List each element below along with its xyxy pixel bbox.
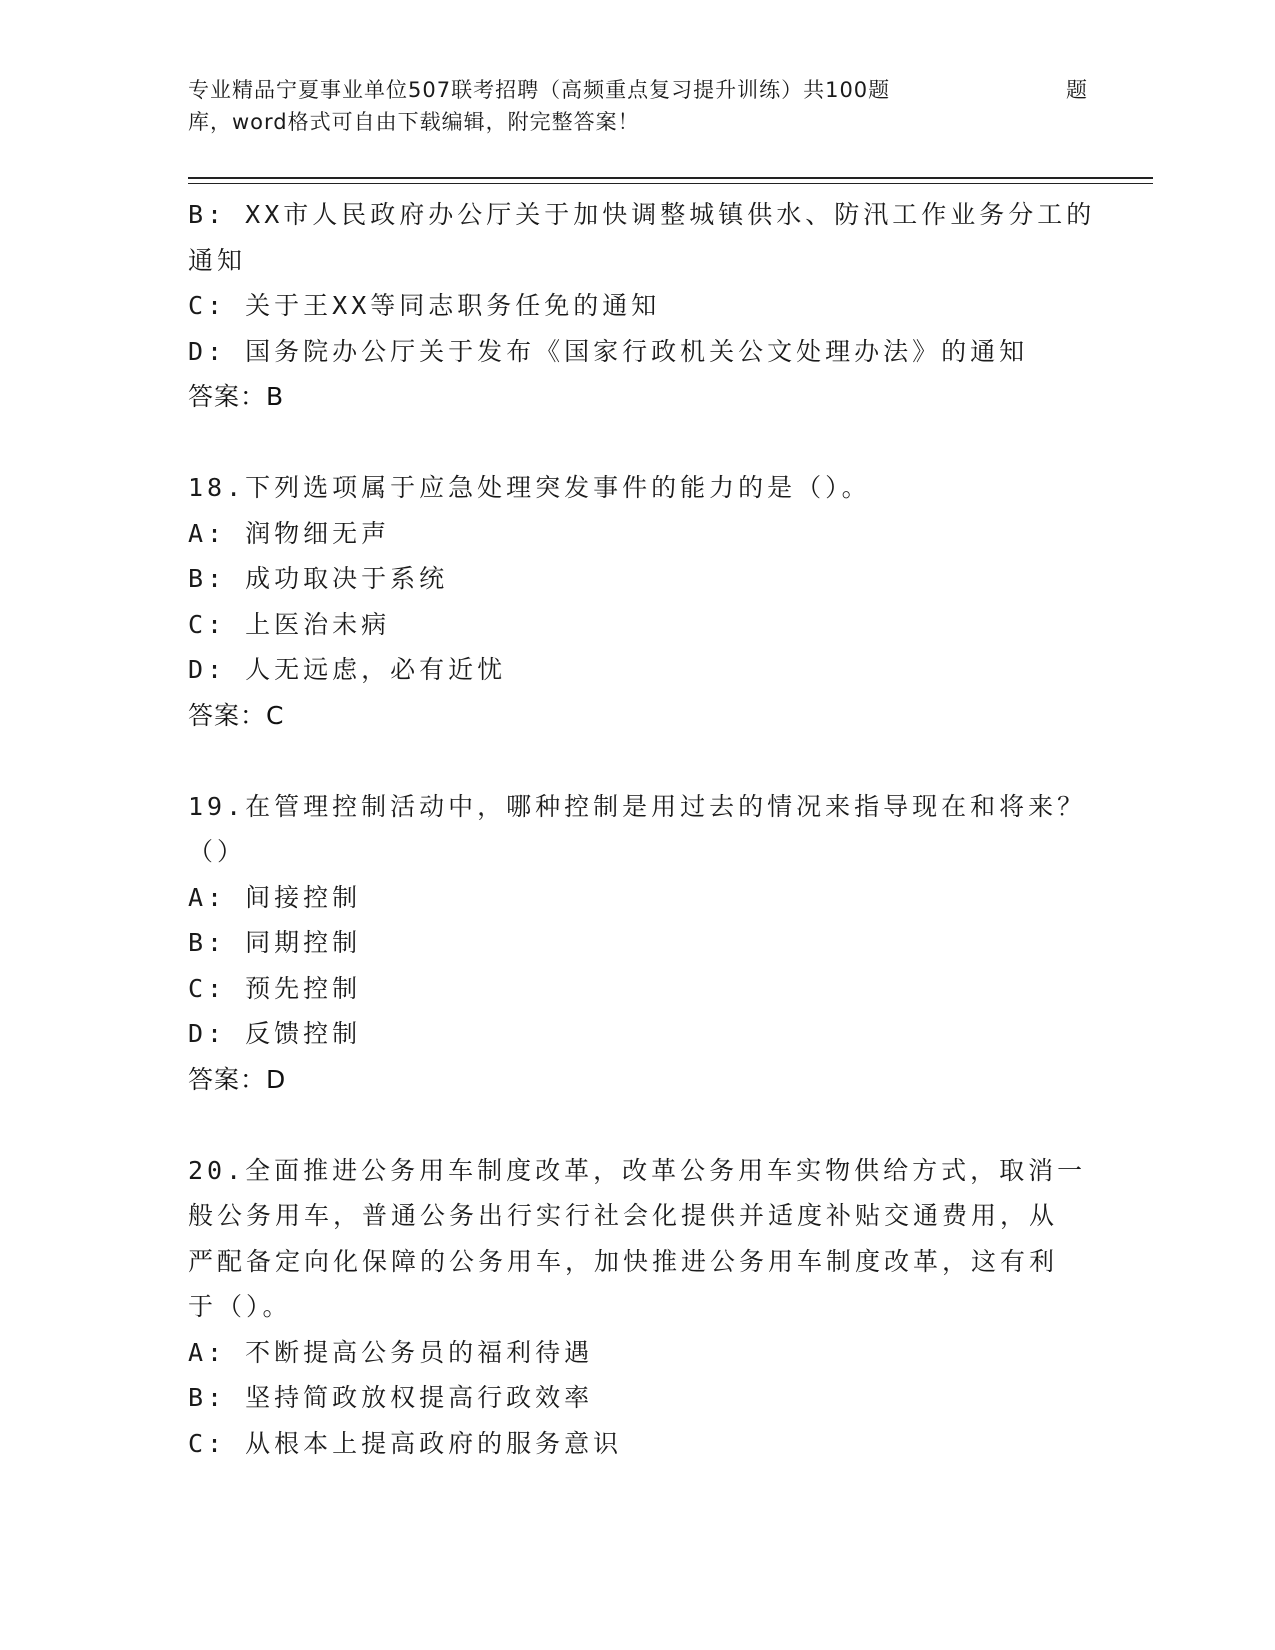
question-text-continued: 严配备定向化保障的公务用车，加快推进公务用车制度改革，这有利	[188, 1246, 1059, 1276]
header-title-end: 题	[1066, 78, 1088, 102]
question-text-continued: 于（）。	[188, 1292, 292, 1321]
option-b: B: 坚持简政放权提高行政效率	[188, 1383, 594, 1412]
option-c: C: 关于王XX等同志职务任免的通知	[188, 291, 661, 320]
header-divider-thick	[188, 177, 1153, 179]
answer: 答案：B	[188, 382, 285, 411]
option-b-continued: 通知	[188, 245, 247, 275]
option-a: A: 润物细无声	[188, 518, 391, 548]
question-text: 20.全面推进公务用车制度改革，改革公务用车实物供给方式，取消一	[188, 1155, 1087, 1185]
option-c: C: 从根本上提高政府的服务意识	[188, 1428, 623, 1458]
option-a: A: 不断提高公务员的福利待遇	[188, 1337, 594, 1367]
option-d: D: 国务院办公厅关于发布《国家行政机关公文处理办法》的通知	[188, 336, 1029, 366]
question-text: 19.在管理控制活动中，哪种控制是用过去的情况来指导现在和将来？	[188, 791, 1087, 821]
question-text: 18.下列选项属于应急处理突发事件的能力的是（）。	[188, 473, 871, 502]
option-c: C: 预先控制	[188, 973, 362, 1003]
header-line-2: 库，word格式可自由下载编辑，附完整答案！	[188, 110, 640, 134]
option-b: B: 成功取决于系统	[188, 564, 449, 593]
spacer	[188, 738, 1088, 784]
page-header	[188, 74, 1088, 138]
header-title: 专业精品宁夏事业单位507联考招聘（高频重点复习提升训练）共100题	[188, 78, 891, 102]
question-18	[188, 465, 1088, 738]
option-d: D: 反馈控制	[188, 1019, 362, 1048]
option-d: D: 人无远虑，必有近忧	[188, 655, 507, 684]
document-body	[188, 192, 1096, 1466]
header-line-1	[188, 74, 1088, 106]
option-b: B: 同期控制	[188, 928, 362, 957]
option-c: C: 上医治未病	[188, 609, 391, 639]
answer: 答案：D	[188, 1064, 287, 1094]
question-17-tail	[188, 192, 1096, 420]
spacer	[188, 420, 1088, 466]
option-b: B: XX市人民政府办公厅关于加快调整城镇供水、防汛工作业务分工的	[188, 200, 1096, 229]
option-a: A: 间接控制	[188, 882, 362, 912]
answer: 答案：C	[188, 700, 285, 730]
spacer	[188, 1102, 1088, 1148]
question-text-continued: 般公务用车，普通公务出行实行社会化提供并适度补贴交通费用，从	[188, 1201, 1059, 1230]
question-20	[188, 1148, 1088, 1467]
header-divider-thin	[188, 183, 1153, 184]
question-text-continued: （）	[188, 837, 247, 866]
question-19	[188, 784, 1088, 1103]
